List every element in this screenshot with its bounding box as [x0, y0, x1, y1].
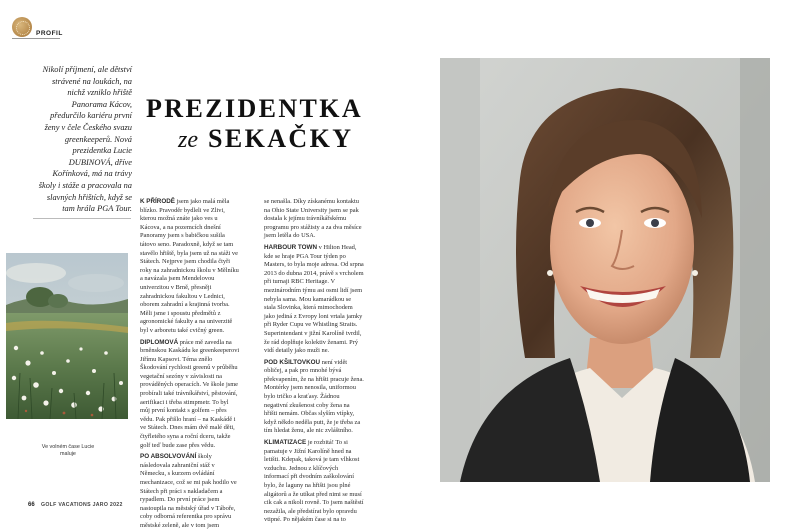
intro-paragraph: Nikolí příjmení, ale dětství strávené na loukách, na nichž vzniklo hřiště Panorama Kácov, předurčilo kariéru první ženy v čele Českého svazu greenkeeperů. Nová prezidentka Lucie DUBINOVÁ, dříve Kořínková, má na trávy školy i stáže a pracovala na slavných hřištích, když se tam hrála PGA Tour. [38, 65, 132, 214]
paragraph-lead: POD KŠILTOVKOU [264, 358, 321, 366]
paragraph [140, 453, 240, 530]
paragraph-lead: K PŘÍRODĚ [140, 198, 175, 205]
paragraph-lead: HARBOUR TOWN [264, 243, 318, 251]
magazine-logo-icon [12, 17, 32, 37]
paragraph-text: v Hilton Head, kde se hraje PGA Tour týden po Masters, to byla moje adresa. Od srpna 2013 do dubna 2014, právě s vrcholem při turnaji RBC Heritage. V mezinárodním týmu asi osmi lidí jsem nebyla sama. Mou kamarádkou se stala Slovinka, která mimochodem jako jediná z Evropy loni vrtala jamky při Ryder Cupu ve Whistling Straits. Superintendant v jižní Karolíně tvrdil, že rád doplňuje kolektiv ženami. Prý vidí detaily jako muži ne. [264, 243, 364, 355]
paragraph-text: práce mě zavedla na brněnskou Kaskádu ke greenkeeperovi Jiřímu Kapsovi. Téma znělo Škodování rychlosti greenů v průběhu vegetační sezóny v závislosti na prováděných operacích. Ve škole jsme probírali také trávníkářství, pěstování, aerifikaci i třeba stimpmetr. To byl můj první kontakt s golfem – přes vědu. Pak přišlo hraní – na Kaskádě i ve Státech. Dnes mám dvě malé děti, čtyřletého syna a roční dceru, takže golf teď bude zase přes vědu. [140, 338, 240, 449]
paragraph-lead: KLIMATIZACE [264, 439, 307, 447]
headline-line2 [178, 124, 353, 154]
text-column-2 [264, 198, 364, 524]
headline-sekacky: SEKAČKY [208, 124, 354, 153]
paragraph [140, 198, 240, 336]
paragraph [140, 339, 240, 451]
paragraph-lead: PO ABSOLVOVÁNÍ [140, 453, 197, 461]
headline-ze: ze [178, 127, 198, 153]
magazine-issue: GOLF VACATIONS JARO 2022 [41, 502, 123, 508]
headline-line1: PREZIDENTKA [146, 94, 364, 123]
paragraph-text: není vidět obličej, a pak pro mnohé bývá překvapením, že na hřišti pracuje žena. Montérky jsem nenosila, uniformou bylo tričko a kraťasy. Žádnou negativní zkušenost coby žena na hřišti nemám. Občas slyším vtípky, když někdo neděla putt, že je třeba za tím hledat ženu, ale nic zvláštního. [264, 358, 364, 435]
text-column-1 [140, 198, 240, 529]
page-number: 66 [28, 502, 35, 508]
painting-image [6, 253, 128, 419]
section-rule [12, 38, 60, 39]
painting-caption: Ve volném čase Lucie maluje [41, 444, 95, 457]
intro-divider [33, 218, 131, 219]
paragraph [264, 439, 364, 525]
paragraph [264, 359, 364, 436]
paragraph-text: jsem jako malá měla blízko. Pravoděr bydleli ve Zlivi, kterou možná znáte jako ves u Kácova, a na pozemcích dnešní Panoramy jsem s babičkou sušila tátovo seno. Paradoxně, když se tam stavělo hřiště, byla jsem už na stáži ve Státech. Nejprve jsem chodila čtyři roky na zahradnickou školu v Mělníku a navázala jsem Mendelovou univerzitou v Brně, přesněji zahradnickou fakultou v Lednici, oborem zahradní a krajinná tvorba. Měli jsme i spoustu předmětů z agronomické fakulty a na univerzitě byl v arboretu také cvičný green. [140, 198, 239, 334]
paragraph-text: školy následovala zahraniční stáž v Německu, s kurzem ovládání mechanizace, což se mi pak hodilo ve Státech při práci s nakladačem a rypadlem. Do první práce jsem nastoupila na městský úřad v Táboře, coby odborná referentka pro správu městské zeleně, ale v tom jsem [140, 453, 237, 529]
paragraph-text: je rozbitá! To si pamatuje v Jižní Karolíně hned na letišti. Kdepak, taková je tam vlhkost vzduchu. Jednou z klíčových informací při dvodním zaškolování bylo, že laguny na hřišti jsou plné aligátorů a že utíkat před nimi se musí cik cak a nikoli rovně. To jsem naštěstí nezažila, ale předstírat bylo opravdu vtipné. Po nějakém čase si na to [264, 439, 364, 524]
paragraph [264, 198, 364, 241]
section-label: PROFIL [36, 30, 63, 37]
portrait-photo [440, 58, 770, 482]
paragraph-text: se nenašla. Díky získanému kontaktu na Ohio State University jsem se pak dostala k jejímu trávníkářskému programu pro stážisty a za dva měsíce jsem letěla do USA. [264, 198, 362, 240]
paragraph-lead: DIPLOMOVÁ [140, 338, 179, 346]
paragraph [264, 244, 364, 356]
